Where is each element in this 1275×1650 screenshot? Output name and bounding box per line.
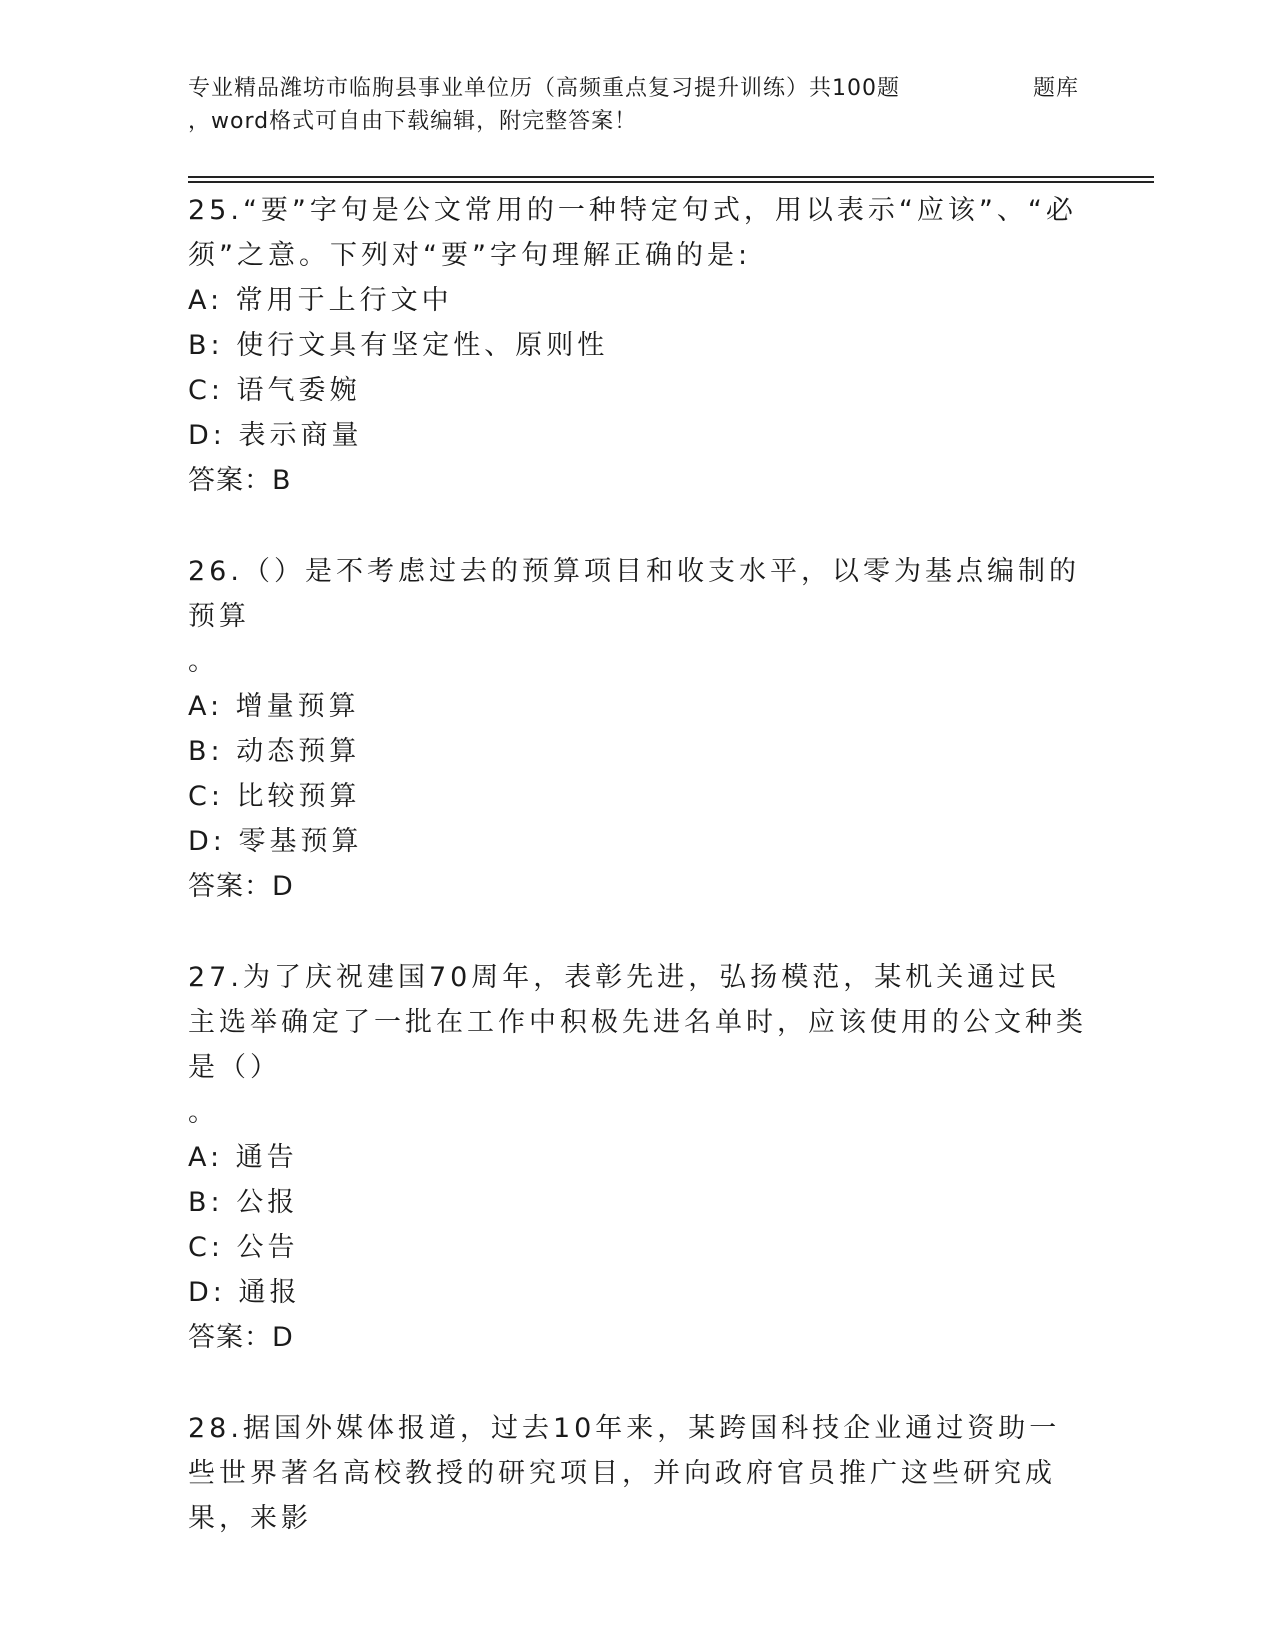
answer: 答案：B <box>188 465 292 496</box>
option-c: C: 语气委婉 <box>188 375 361 406</box>
option-a: A: 增量预算 <box>188 691 360 722</box>
option-b: B: 动态预算 <box>188 736 361 767</box>
answer: 答案：D <box>188 1322 294 1353</box>
option-a: A: 常用于上行文中 <box>188 285 453 316</box>
option-a: A: 通告 <box>188 1142 298 1173</box>
question-25 <box>188 188 1088 503</box>
header-line-1 <box>188 72 1088 105</box>
header-divider-bottom <box>188 181 1154 183</box>
question-26 <box>188 549 1088 909</box>
option-d: D: 表示商量 <box>188 420 363 451</box>
question-text: 25.“要”字句是公文常用的一种特定句式，用以表示“应该”、“必须”之意。下列对“要”字句理解正确的是: <box>188 195 1077 271</box>
option-c: C: 公告 <box>188 1232 299 1263</box>
option-d: D: 通报 <box>188 1277 301 1308</box>
question-28 <box>188 1406 1088 1541</box>
question-text: 28.据国外媒体报道，过去10年来，某跨国科技企业通过资助一些世界著名高校教授的研究项目，并向政府官员推广这些研究成果，来影 <box>188 1413 1061 1534</box>
header-line-2: ，word格式可自由下载编辑，附完整答案！ <box>188 109 638 134</box>
question-27 <box>188 955 1088 1360</box>
option-c: C: 比较预算 <box>188 781 361 812</box>
option-d: D: 零基预算 <box>188 826 363 857</box>
header-tag: 题库 <box>1033 76 1080 101</box>
header-title: 专业精品潍坊市临朐县事业单位历（高频重点复习提升训练）共100题 <box>188 76 900 101</box>
option-b: B: 使行文具有坚定性、原则性 <box>188 330 609 361</box>
option-b: B: 公报 <box>188 1187 299 1218</box>
document-header <box>188 72 1088 138</box>
question-list <box>188 188 1088 1587</box>
question-text: 27.为了庆祝建国70周年，表彰先进，弘扬模范，某机关通过民主选举确定了一批在工作中积极先进名单时，应该使用的公文种类是（） 。 <box>188 962 1087 1128</box>
question-text: 26.（）是不考虑过去的预算项目和收支水平，以零为基点编制的预算 。 <box>188 556 1080 677</box>
answer: 答案：D <box>188 871 294 902</box>
header-divider-top <box>188 176 1154 178</box>
